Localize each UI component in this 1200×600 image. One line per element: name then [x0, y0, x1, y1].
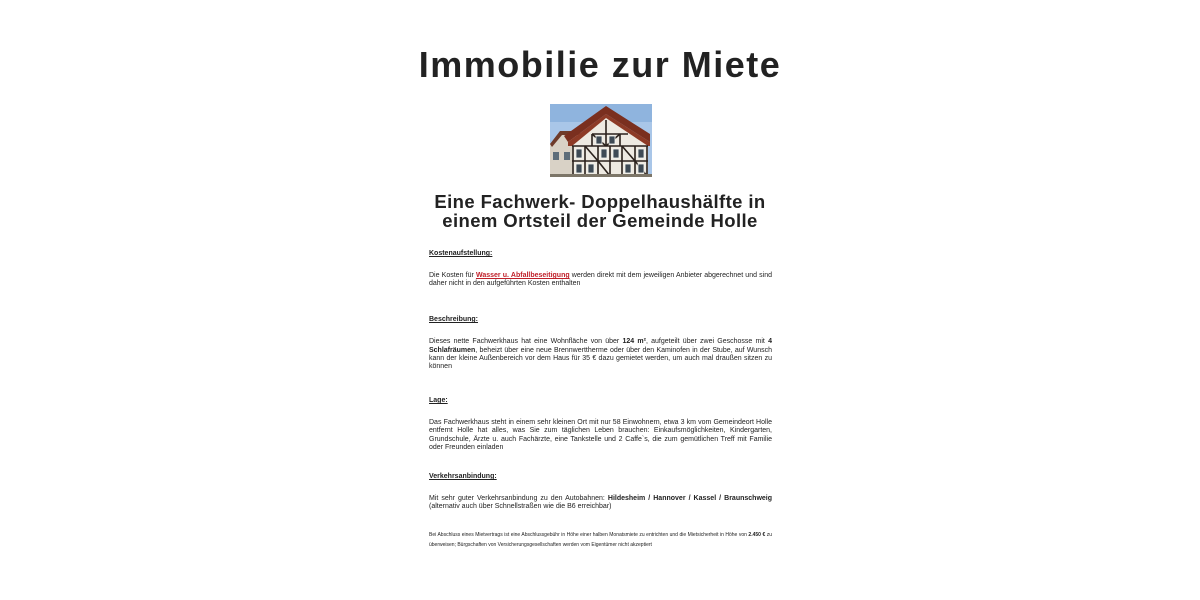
description-heading: Beschreibung: — [429, 316, 479, 324]
location-heading: Lage: — [429, 397, 448, 405]
costs-text — [429, 272, 772, 288]
listing-details — [429, 250, 772, 550]
deposit-text-1: Bei Abschluss eines Mietvertrags ist eine Abschlussgebühr in Höhe einer halben Monatsmiete zu entrichten und die Mietsicherheit in Höhe von — [429, 532, 749, 539]
costs-heading: Kostenaufstellung: — [429, 250, 493, 257]
deposit-text — [429, 530, 772, 550]
listing-headline: Eine Fachwerk- Doppelhaushälfte in einem Ortsteil der Gemeinde Holle — [434, 191, 766, 231]
living-area: 124 m² — [622, 338, 646, 346]
property-photo — [550, 104, 652, 177]
costs-text-start: Die Kosten für — [429, 272, 476, 279]
location-text: Das Fachwerkhaus steht in einem sehr kleinen Ort mit nur 58 Einwohnern, etwa 3 km vom Gemeindeort Holle entfernt Holle hat alles, was Sie zum täglichen Leben brauchen: Einkaufsmöglichkeiten, Kindergarten, Grundschule, Ärzte u. auch Fachärzte, eine Tankstelle und 2 Caffe`s, die zum gemütlichen Treff mit Familie oder Freunden einladen — [429, 419, 772, 451]
deposit-text-2: zu überweisen; Bürgschaften von Versicherungsgesellschaften werden vom Eigentümer nicht akzeptiert — [429, 532, 773, 549]
house-photo-icon — [550, 104, 652, 177]
transport-text-2: (alternativ auch über Schnellstraßen wie die B6 erreichbar) — [429, 503, 612, 511]
costs-text-end: werden direkt mit dem jeweiligen Anbieter abgerechnet und sind daher nicht in den aufgeführten Kosten enthalten — [429, 272, 772, 288]
transport-text — [429, 495, 772, 511]
page-title: Immobilie zur Miete — [418, 44, 782, 85]
bedroom-count: 4 Schlafräumen — [429, 338, 773, 354]
description-text-2: , aufgeteilt über zwei Geschosse mit — [645, 338, 769, 346]
transport-heading: Verkehrsanbindung: — [429, 473, 497, 481]
description-text — [429, 338, 772, 371]
transport-text-1: Mit sehr guter Verkehrsanbindung zu den Autobahnen: — [429, 495, 608, 503]
motorway-cities: Hildesheim / Hannover / Kassel / Braunschweig — [607, 495, 772, 503]
description-text-1: Dieses nette Fachwerkhaus hat eine Wohnfläche von über — [429, 338, 623, 346]
description-text-3: , beheizt über eine neue Brennwerttherme oder über den Kaminofen in der Stube, auf Wunsch kann der kleine Außenbereich vor dem Haus für 35 € dazu gemietet werden, um auch mal draußen sitzen zu können — [429, 346, 772, 371]
water-waste-highlight: Wasser u. Abfallbeseitigung — [475, 272, 570, 279]
deposit-amount: 2.450 € — [748, 532, 766, 539]
